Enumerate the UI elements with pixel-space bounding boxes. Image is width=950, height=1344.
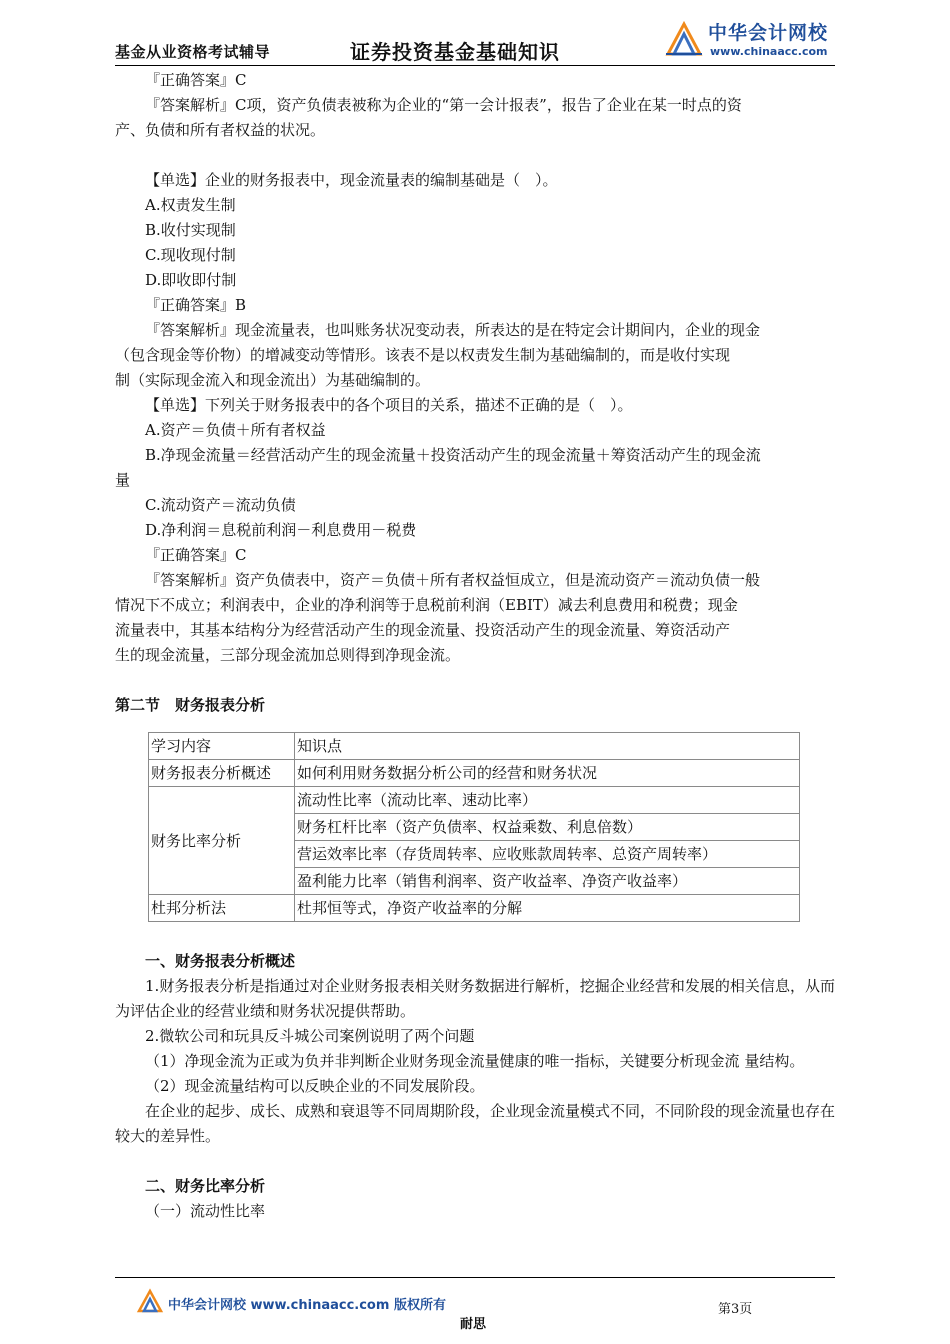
- q0-analysis-line: 产、负债和所有者权益的状况。: [115, 121, 326, 139]
- q2-analysis-line: 『答案解析』资产负债表中，资产＝负债＋所有者权益恒成立，但是流动资产＝流动负债一般: [145, 571, 761, 589]
- part2-title: 二、财务比率分析: [145, 1177, 266, 1195]
- q2-option: C.流动资产＝流动负债: [145, 496, 296, 514]
- q1-analysis-line: 制（实际现金流入和现金流出）为基础编制的。: [115, 371, 431, 389]
- spacer: [115, 922, 835, 949]
- spacer: [115, 718, 835, 732]
- table-cell: 杜邦分析法: [149, 895, 295, 922]
- header-book-series: 基金从业资格考试辅导: [115, 43, 271, 61]
- part1-paragraph: 在企业的起步、成长、成熟和衰退等不同周期阶段，企业现金流量模式不同，不同阶段的现金流量也存在较大的差异性。: [115, 1102, 836, 1145]
- footer-rule: [115, 1277, 835, 1278]
- header-book-title: 证券投资基金基础知识: [350, 40, 560, 64]
- table-cell: 财务杠杆比率（资产负债率、权益乘数、利息倍数）: [295, 814, 800, 841]
- main-content: [115, 68, 835, 1224]
- table-row: [149, 895, 800, 922]
- table-header-cell: 学习内容: [149, 733, 295, 760]
- table-cell: 盈利能力比率（销售利润率、资产收益率、净资产收益率）: [295, 868, 800, 895]
- q2-analysis-line: 生的现金流量，三部分现金流加总则得到净现金流。: [115, 646, 461, 664]
- q2-option-continued: 量: [115, 471, 131, 489]
- table-cell: 营运效率比率（存货周转率、应收账款周转率、总资产周转率）: [295, 841, 800, 868]
- q2-analysis-line: 流量表中，其基本结构分为经营活动产生的现金流量、投资活动产生的现金流量、筹资活动产: [115, 621, 731, 639]
- spacer: [115, 668, 835, 693]
- q0-analysis-line: 『答案解析』C项，资产负债表被称为企业的“第一会计报表”，报告了企业在某一时点的资: [145, 96, 742, 114]
- part1-paragraph: 2.微软公司和玩具反斗城公司案例说明了两个问题: [145, 1027, 475, 1045]
- logo-url: www.chinaacc.com: [710, 45, 828, 58]
- q1-stem: 【单选】企业的财务报表中，现金流量表的编制基础是（ ）。: [145, 171, 558, 189]
- page-number: 第3页: [718, 1302, 753, 1317]
- q1-analysis-line: 『答案解析』现金流量表，也叫账务状况变动表，所表达的是在特定会计期间内，企业的现金: [145, 321, 761, 339]
- q1-option: D.即收即付制: [145, 271, 237, 289]
- q1-analysis-line: （包含现金等价物）的增减变动等情形。该表不是以权责发生制为基础编制的，而是收付实现: [115, 346, 731, 364]
- part1-paragraph: （1）净现金流为正或为负并非判断企业财务现金流量健康的唯一指标，关键要分析现金流 量结构。: [145, 1052, 805, 1070]
- q1-answer: 『正确答案』B: [145, 296, 247, 314]
- spacer: [115, 143, 835, 168]
- q1-option: A.权责发生制: [145, 196, 236, 214]
- table-row: [149, 787, 800, 814]
- table-header-row: [149, 733, 800, 760]
- footer-copyright: 中华会计网校 www.chinaacc.com 版权所有: [168, 1298, 446, 1313]
- q2-analysis-line: 情况下不成立；利润表中，企业的净利润等于息税前利润（EBIT）减去利息费用和税费；现金: [115, 596, 738, 614]
- table-cell: 杜邦恒等式，净资产收益率的分解: [295, 895, 800, 922]
- table-cell: 流动性比率（流动比率、速动比率）: [295, 787, 800, 814]
- q2-option: D.净利润＝息税前利润－利息费用－税费: [145, 521, 417, 539]
- q2-option: B.净现金流量＝经营活动产生的现金流量＋投资活动产生的现金流量＋筹资活动产生的现金流: [145, 446, 761, 464]
- table-cell: 财务报表分析概述: [149, 760, 295, 787]
- footer-logo-icon: [136, 1288, 164, 1314]
- footer-note: 耐思: [460, 1317, 487, 1332]
- header-rule: [115, 65, 835, 66]
- part1-title: 一、财务报表分析概述: [145, 952, 296, 970]
- q1-option: C.现收现付制: [145, 246, 236, 264]
- part1-paragraph: 1.财务报表分析是指通过对企业财务报表相关财务数据进行解析，挖掘企业经营和发展的相关信息，从而为评估企业的经营业绩和财务状况提供帮助。: [115, 977, 835, 1020]
- section-title: 第二节 财务报表分析: [115, 696, 266, 714]
- logo-name: 中华会计网校: [708, 22, 829, 44]
- table-row: [149, 760, 800, 787]
- table-cell: 财务比率分析: [149, 787, 295, 895]
- part1-paragraph: （2）现金流量结构可以反映企业的不同发展阶段。: [145, 1077, 485, 1095]
- table-header-cell: 知识点: [295, 733, 800, 760]
- q2-option: A.资产＝负债＋所有者权益: [145, 421, 326, 439]
- spacer: [115, 1149, 835, 1174]
- part2-subtitle: （一）流动性比率: [145, 1202, 266, 1220]
- knowledge-table: [148, 732, 800, 922]
- q1-option: B.收付实现制: [145, 221, 236, 239]
- logo-triangle-icon: [664, 20, 704, 58]
- header-logo: [664, 18, 844, 62]
- table-cell: 如何利用财务数据分析公司的经营和财务状况: [295, 760, 800, 787]
- q0-answer: 『正确答案』C: [145, 71, 247, 89]
- q2-answer: 『正确答案』C: [145, 546, 247, 564]
- q2-stem: 【单选】下列关于财务报表中的各个项目的关系，描述不正确的是（ ）。: [145, 396, 633, 414]
